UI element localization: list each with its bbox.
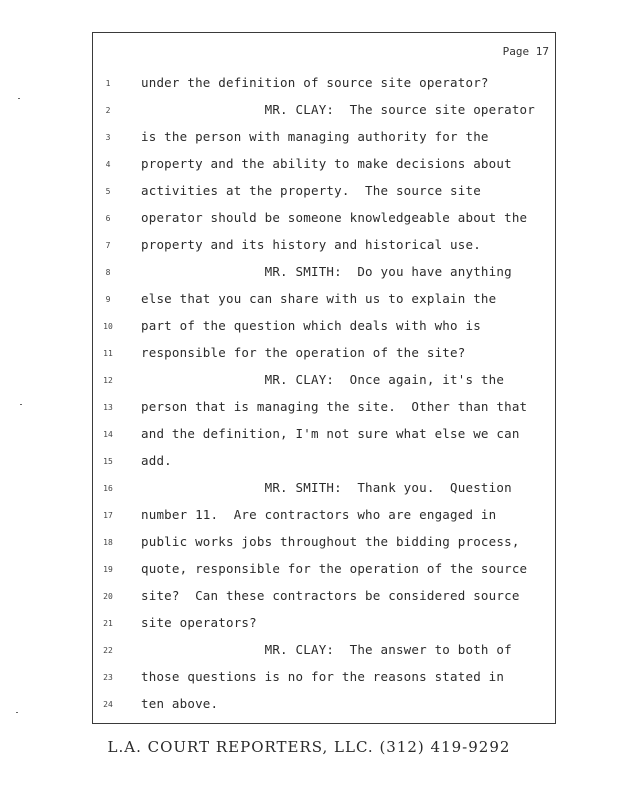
court-reporter-footer: L.A. COURT REPORTERS, LLC. (312) 419-9292 xyxy=(107,738,511,756)
line-text: activities at the property. The source site xyxy=(141,183,481,198)
transcript-line xyxy=(93,75,557,95)
line-text: part of the question which deals with who is xyxy=(141,318,481,333)
transcript-line xyxy=(93,372,557,392)
line-text: public works jobs throughout the bidding process, xyxy=(141,534,520,549)
line-text: property and its history and historical use. xyxy=(141,237,481,252)
line-text: and the definition, I'm not sure what else we can xyxy=(141,426,520,441)
line-text: those questions is no for the reasons stated in xyxy=(141,669,505,684)
line-number: 2 xyxy=(105,106,111,115)
transcript-line xyxy=(93,642,557,662)
transcript-line xyxy=(93,534,557,554)
transcript-line xyxy=(93,399,557,419)
scan-mark xyxy=(16,712,18,713)
line-number: 4 xyxy=(105,160,111,169)
transcript-line xyxy=(93,615,557,635)
transcript-line xyxy=(93,696,557,716)
transcript-line xyxy=(93,183,557,203)
transcript-line xyxy=(93,129,557,149)
line-text: MR. SMITH: Do you have anything xyxy=(141,264,512,279)
line-text: number 11. Are contractors who are engaged in xyxy=(141,507,497,522)
transcript-line xyxy=(93,561,557,581)
transcript-line xyxy=(93,426,557,446)
transcript-line xyxy=(93,264,557,284)
line-number: 14 xyxy=(103,430,113,439)
transcript-line xyxy=(93,318,557,338)
transcript-line xyxy=(93,588,557,608)
transcript-line xyxy=(93,480,557,500)
scan-mark xyxy=(20,404,22,405)
line-text: under the definition of source site operator? xyxy=(141,75,489,90)
line-text: else that you can share with us to explain the xyxy=(141,291,497,306)
line-text: MR. CLAY: The source site operator xyxy=(141,102,536,117)
line-number: 10 xyxy=(103,322,113,331)
line-text: is the person with managing authority for the xyxy=(141,129,489,144)
line-number: 9 xyxy=(105,295,111,304)
line-number: 1 xyxy=(105,79,111,88)
line-text: property and the ability to make decisions about xyxy=(141,156,512,171)
line-number: 12 xyxy=(103,376,113,385)
line-number: 21 xyxy=(103,619,113,628)
line-text: add. xyxy=(141,453,172,468)
transcript-line xyxy=(93,156,557,176)
line-number: 24 xyxy=(103,700,113,709)
transcript-line xyxy=(93,453,557,473)
line-text: ten above. xyxy=(141,696,219,711)
transcript-line xyxy=(93,669,557,689)
line-number: 13 xyxy=(103,403,113,412)
line-number: 5 xyxy=(105,187,111,196)
line-text: responsible for the operation of the site? xyxy=(141,345,466,360)
line-text: MR. CLAY: The answer to both of xyxy=(141,642,512,657)
line-text: quote, responsible for the operation of the source xyxy=(141,561,528,576)
line-text: operator should be someone knowledgeable about the xyxy=(141,210,528,225)
line-number: 11 xyxy=(103,349,113,358)
line-number: 18 xyxy=(103,538,113,547)
line-number: 7 xyxy=(105,241,111,250)
line-text: MR. SMITH: Thank you. Question xyxy=(141,480,512,495)
line-text: site? Can these contractors be considered source xyxy=(141,588,520,603)
line-text: MR. CLAY: Once again, it's the xyxy=(141,372,505,387)
line-number: 16 xyxy=(103,484,113,493)
line-number: 3 xyxy=(105,133,111,142)
line-number: 6 xyxy=(105,214,111,223)
line-number: 17 xyxy=(103,511,113,520)
line-number: 22 xyxy=(103,646,113,655)
line-number: 20 xyxy=(103,592,113,601)
transcript-line xyxy=(93,102,557,122)
line-text: person that is managing the site. Other than that xyxy=(141,399,528,414)
transcript-line xyxy=(93,291,557,311)
scan-mark xyxy=(18,98,20,99)
transcript-line xyxy=(93,237,557,257)
line-text: site operators? xyxy=(141,615,257,630)
transcript-line xyxy=(93,345,557,365)
line-number: 19 xyxy=(103,565,113,574)
page-number: Page 17 xyxy=(502,45,549,58)
transcript-page xyxy=(92,32,556,724)
line-number: 23 xyxy=(103,673,113,682)
transcript-line xyxy=(93,210,557,230)
line-number: 15 xyxy=(103,457,113,466)
transcript-line xyxy=(93,507,557,527)
line-number: 8 xyxy=(105,268,111,277)
